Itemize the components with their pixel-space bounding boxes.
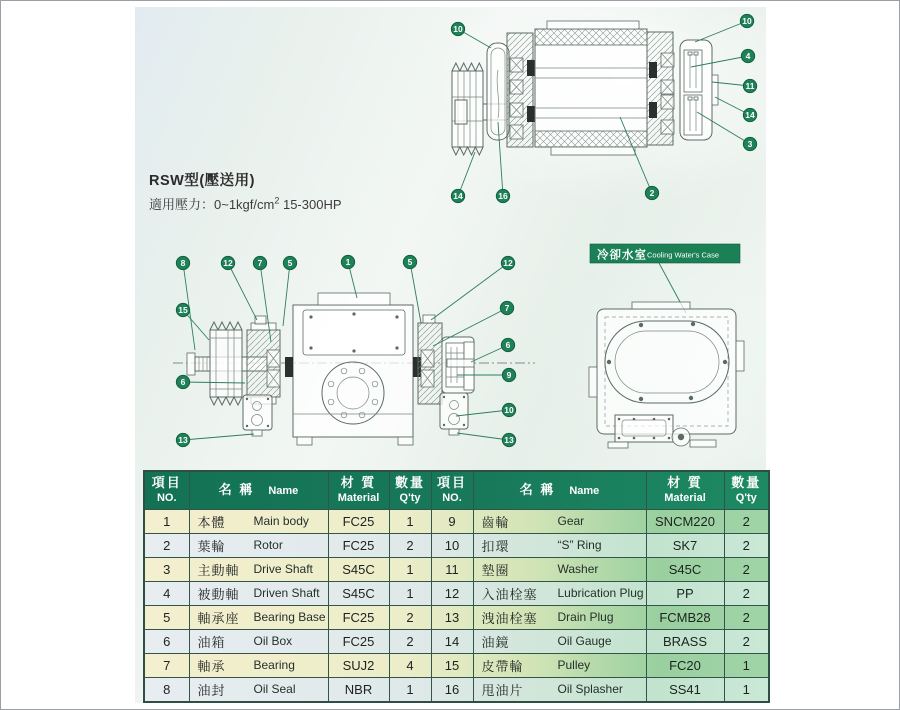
callout-badge	[176, 303, 189, 316]
rotor-chamber	[535, 21, 647, 155]
cell-name: 墊圈 Washer	[473, 557, 646, 581]
cell-no: 7	[144, 653, 189, 677]
cell-no: 13	[431, 605, 473, 629]
callout-badge	[403, 255, 416, 268]
svg-text:2: 2	[649, 188, 655, 198]
right-bearing-base	[413, 315, 442, 404]
cell-qty: 2	[724, 629, 769, 653]
table-row	[144, 629, 769, 653]
cell-name: 主動軸 Drive Shaft	[189, 557, 328, 581]
cell-no: 16	[431, 677, 473, 702]
cell-no: 1	[144, 509, 189, 533]
cell-material: FC20	[646, 653, 724, 677]
cell-name: 皮帶輪 Pulley	[473, 653, 646, 677]
callout-badge	[502, 433, 515, 446]
svg-text:6: 6	[180, 377, 186, 387]
cell-name: 軸承 Bearing	[189, 653, 328, 677]
cell-qty: 1	[389, 509, 431, 533]
cell-name: 齒輪 Gear	[473, 509, 646, 533]
table-row	[144, 581, 769, 605]
cell-name: 油箱 Oil Box	[189, 629, 328, 653]
header-no-right: 項目 NO.	[431, 471, 473, 509]
callout-badge	[501, 338, 514, 351]
callout-badge	[451, 22, 464, 35]
cell-material: S45C	[328, 581, 389, 605]
cell-material: PP	[646, 581, 724, 605]
callout-badge	[176, 433, 189, 446]
rear-bearing-wall	[647, 32, 674, 145]
svg-text:10: 10	[453, 24, 463, 34]
cell-qty: 1	[724, 653, 769, 677]
cell-material: FC25	[328, 605, 389, 629]
cell-qty: 1	[389, 581, 431, 605]
header-qty-left: 數量 Q'ty	[389, 471, 431, 509]
cell-material: FC25	[328, 509, 389, 533]
svg-text:8: 8	[180, 258, 186, 268]
svg-text:冷卻水室: 冷卻水室	[597, 249, 647, 262]
gear-housing	[680, 40, 718, 140]
model-header	[149, 169, 342, 213]
cell-material: SUJ2	[328, 653, 389, 677]
svg-text:3: 3	[747, 139, 753, 149]
callout-badge	[253, 256, 266, 269]
header-name-right: 名 稱 Name	[473, 471, 646, 509]
svg-text:10: 10	[504, 405, 514, 415]
cell-qty: 2	[724, 533, 769, 557]
svg-text:12: 12	[503, 258, 513, 268]
cell-no: 4	[144, 581, 189, 605]
bearing-block	[661, 53, 674, 134]
cell-material: BRASS	[646, 629, 724, 653]
cell-qty: 2	[724, 509, 769, 533]
cell-material: SS41	[646, 677, 724, 702]
left-oil-box	[243, 395, 272, 436]
cell-no: 3	[144, 557, 189, 581]
cell-qty: 1	[389, 557, 431, 581]
cell-qty: 1	[724, 677, 769, 702]
table-header-row	[144, 471, 769, 509]
callout-badge	[176, 375, 189, 388]
cell-qty: 2	[724, 605, 769, 629]
svg-text:5: 5	[407, 257, 413, 267]
cell-qty: 1	[389, 677, 431, 702]
cell-no: 10	[431, 533, 473, 557]
front-bearing-wall	[507, 33, 535, 147]
cell-qty: 2	[389, 605, 431, 629]
svg-text:10: 10	[742, 16, 752, 26]
table-row	[144, 557, 769, 581]
cell-name: 被動軸 Driven Shaft	[189, 581, 328, 605]
cell-material: S45C	[646, 557, 724, 581]
cell-material: FC25	[328, 629, 389, 653]
cell-no: 11	[431, 557, 473, 581]
cell-no: 9	[431, 509, 473, 533]
svg-text:1: 1	[345, 257, 351, 267]
cell-name: 甩油片 Oil Splasher	[473, 677, 646, 702]
front-section-diagram	[165, 250, 543, 462]
cell-material: NBR	[328, 677, 389, 702]
left-bearing-base	[247, 316, 293, 404]
cooling-case-label	[590, 244, 740, 263]
svg-text:7: 7	[257, 258, 263, 268]
callout-badge	[451, 189, 464, 202]
cell-no: 5	[144, 605, 189, 629]
cell-qty: 2	[724, 581, 769, 605]
svg-text:13: 13	[178, 435, 188, 445]
table-row	[144, 509, 769, 533]
cell-no: 14	[431, 629, 473, 653]
callout-badge	[645, 186, 658, 199]
pressure-spec: 適用壓力：$0\sim 1kgf/cm^2$ 15-300HP	[149, 195, 342, 212]
callout-badge	[740, 14, 753, 27]
cell-material: SNCM220	[646, 509, 724, 533]
callout-badge	[501, 256, 514, 269]
callout-badge	[221, 256, 234, 269]
callout-badge	[283, 256, 296, 269]
cell-qty: 2	[389, 533, 431, 557]
case-outline	[589, 302, 744, 434]
cell-no: 15	[431, 653, 473, 677]
svg-text:16: 16	[498, 191, 508, 201]
cell-name: 扣環 “S” Ring	[473, 533, 646, 557]
header-material-left: 材 質 Material	[328, 471, 389, 509]
table-row	[144, 653, 769, 677]
callout-badge	[502, 403, 515, 416]
cell-no: 2	[144, 533, 189, 557]
callout-badge	[743, 137, 756, 150]
main-body	[293, 293, 413, 445]
callout-badge	[743, 79, 756, 92]
cell-name: 油封 Oil Seal	[189, 677, 328, 702]
cell-material: SK7	[646, 533, 724, 557]
svg-text:12: 12	[223, 258, 233, 268]
right-oil-box	[440, 393, 468, 435]
cell-name: 洩油栓塞 Drain Plug	[473, 605, 646, 629]
cell-qty: 4	[389, 653, 431, 677]
callout-badge	[496, 189, 509, 202]
svg-text:15: 15	[178, 305, 188, 315]
callout-badge	[176, 256, 189, 269]
header-no-left: 項目 NO.	[144, 471, 189, 509]
cell-material: FCMB28	[646, 605, 724, 629]
cell-name: 本體 Main body	[189, 509, 328, 533]
cell-name: 葉輪 Rotor	[189, 533, 328, 557]
cell-name: 軸承座 Bearing Base	[189, 605, 328, 629]
table-row	[144, 677, 769, 702]
svg-text:14: 14	[453, 191, 463, 201]
cell-qty: 2	[389, 629, 431, 653]
cell-no: 6	[144, 629, 189, 653]
svg-text:13: 13	[504, 435, 514, 445]
cell-name: 入油栓塞 Lubrication Plug	[473, 581, 646, 605]
callout-badge	[502, 368, 515, 381]
cell-material: S45C	[328, 557, 389, 581]
svg-text:9: 9	[506, 370, 512, 380]
table-row	[144, 605, 769, 629]
callout-badge	[743, 108, 756, 121]
cell-name: 油鏡 Oil Gauge	[473, 629, 646, 653]
svg-text:Cooling Water's Case: Cooling Water's Case	[647, 250, 720, 260]
scanned-page	[135, 7, 766, 703]
svg-text:5: 5	[287, 258, 293, 268]
right-gear-case	[442, 337, 474, 393]
svg-text:6: 6	[505, 340, 511, 350]
callout-badge	[341, 255, 354, 268]
svg-text:11: 11	[745, 81, 755, 91]
cooling-case-diagram	[581, 241, 763, 473]
table-row	[144, 533, 769, 557]
callout-badge	[500, 301, 513, 314]
svg-text:7: 7	[504, 303, 510, 313]
cell-no: 8	[144, 677, 189, 702]
header-material-right: 材 質 Material	[646, 471, 724, 509]
svg-text:4: 4	[745, 51, 751, 61]
model-title: RSW型(壓送用)	[149, 173, 255, 189]
header-qty-right: 數量 Q'ty	[724, 471, 769, 509]
cell-qty: 2	[724, 557, 769, 581]
parts-table	[143, 470, 770, 703]
cell-material: FC25	[328, 533, 389, 557]
header-name-left: 名 稱 Name	[189, 471, 328, 509]
cell-no: 12	[431, 581, 473, 605]
svg-text:14: 14	[745, 110, 755, 120]
top-section-diagram	[435, 12, 770, 212]
callout-badge	[741, 49, 754, 62]
